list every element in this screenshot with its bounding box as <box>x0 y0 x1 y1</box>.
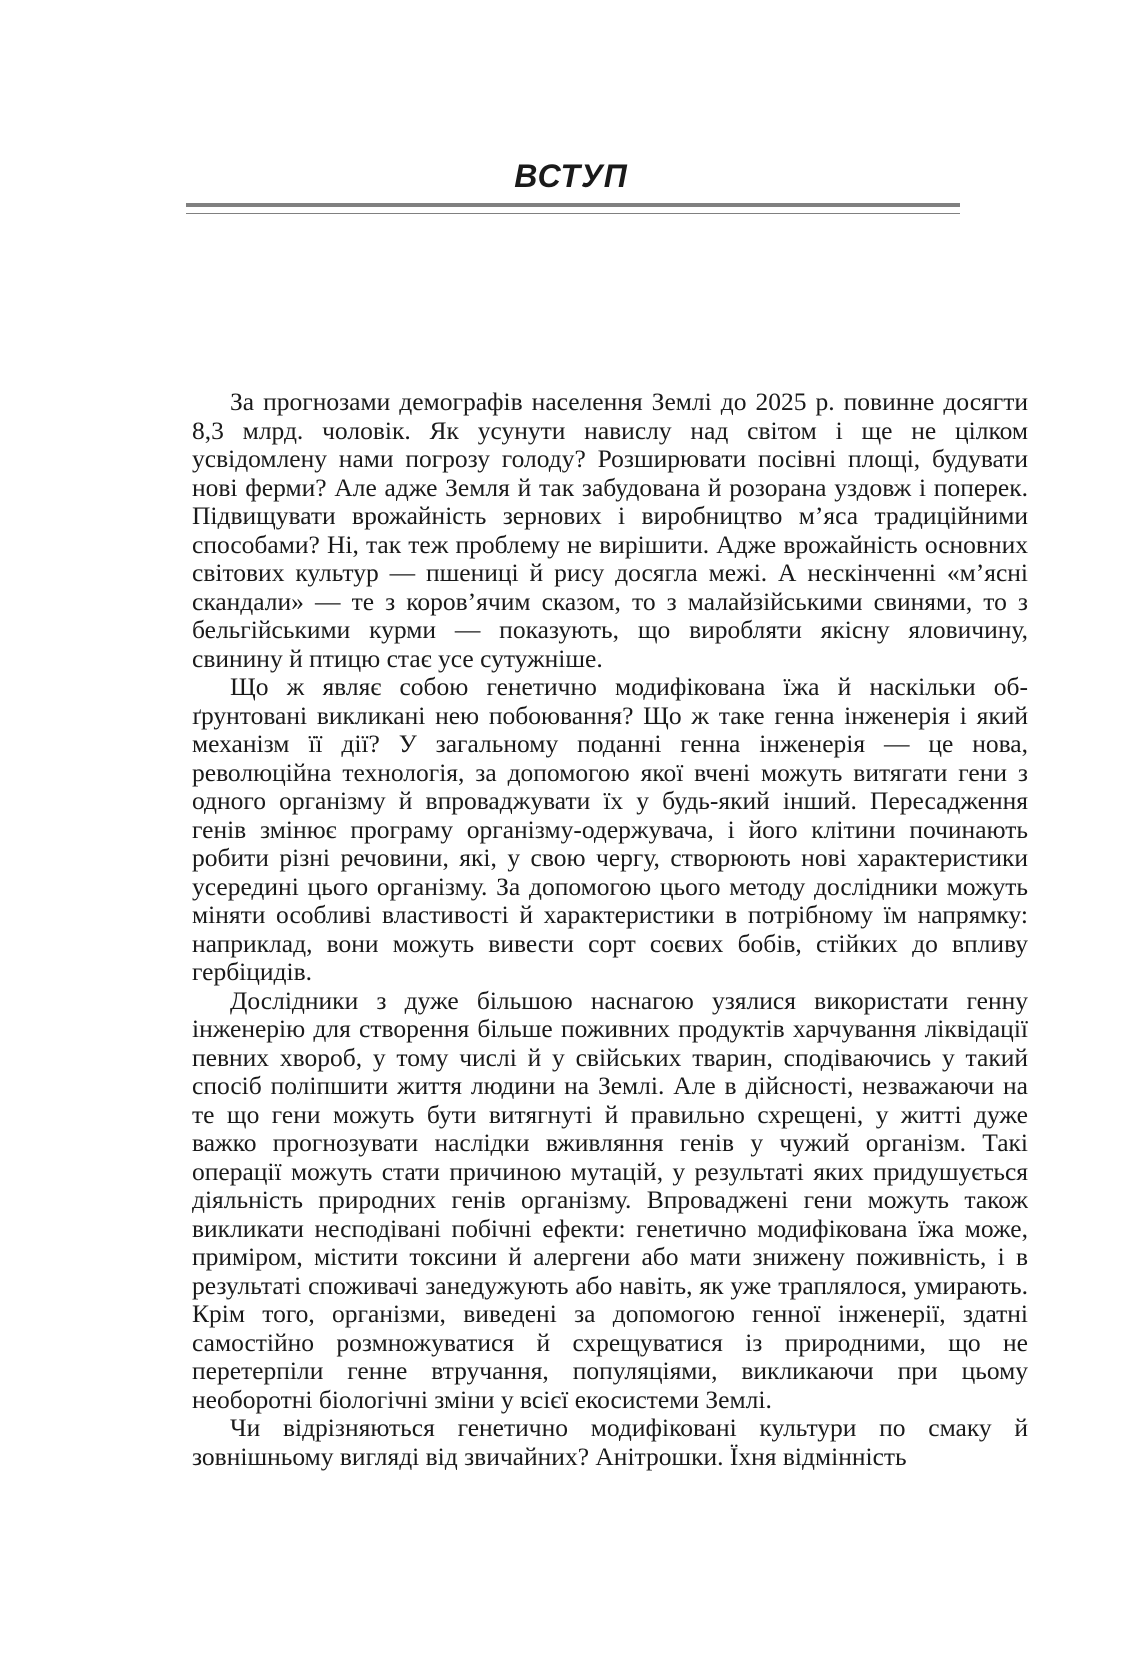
paragraph: Що ж являє собою генетично модифікована їжа й наскільки обґрунтовані викликані нею побоювання? Що ж таке генна інженерія і який механізм її дії? У загальному поданні генна інженерія — це нова, революційна технологія, за допомогою якої вчені можуть витягати гени з одного організму й впроваджувати їх у будь-який інший. Пересадження генів змінює програму організму-одержувача, і його клітини починають робити різні речовини, які, у свою чергу, створюють нові характеристики усередині цього організму. За допомогою цього методу дослідники можуть міняти особливі властивості й характеристики в потрібному їм напрямку: наприклад, вони можуть вивести сорт соєвих бобів, стійких до впливу гербіцидів. <box>192 672 1028 986</box>
title-rule-thick <box>186 203 960 207</box>
paragraph: Чи відрізняються генетично модифіковані культури по смаку й зовнішньому вигляді від звичайних? Анітрошки. Їхня відмінність <box>192 1413 1028 1471</box>
body-text <box>192 388 1028 1471</box>
paragraph: Дослідники з дуже більшою наснагою узялися використати генну інженерію для створення більше поживних продуктів харчування ліквідації певних хвороб, у тому числі й у свійських тварин, сподіваючись у такий спосіб поліпшити життя людини на Землі. Але в дійсності, незважаючи на те що гени можуть бути витягнуті й правильно схрещені, у житті дуже важко прогнозувати наслідки вживляння генів у чужий організм. Такі операції можуть стати причиною мутацій, у результаті яких придушується діяльність природних генів організму. Впроваджені гени можуть також викликати несподівані побічні ефекти: генетично модифікована їжа може, приміром, містити токсини й алергени або мати знижену поживність, і в результаті споживачі занедужують або навіть, як уже траплялося, умирають. Крім того, організми, виведені за допомогою генної інженерії, здатні самостійно розмножуватися й схрещуватися із природними, що не перетерпіли генне втручання, популяціями, викликаючи при цьому необоротні біологічні зміни у всієї екосистеми Землі. <box>192 985 1028 1414</box>
page-title: ВСТУП <box>514 158 628 194</box>
title-rule-thin <box>186 213 960 214</box>
paragraph: За прогнозами демографів населення Землі до 2025 р. повинне досягти 8,3 млрд. чоловік. Як усунути навислу над світом і ще не цілком усвідомлену нами погрозу голоду? Розширювати посівні площі, будувати нові ферми? Але адже Земля й так забудована й розорана уздовж і поперек. Підвищувати врожайність зернових і виробництво м’яса традиційними способами? Ні, так теж проблему не вирішити. Адже врожайність основних світових культур — пшениці й рису досягла межі. А нескінченні «м’ясні скандали» — те з коров’ячим сказом, то з малайзійськими свинями, то з бельгійськими курми — показують, що виробляти якісну яловичину, свинину й птицю стає усе сутужніше. <box>192 387 1028 673</box>
